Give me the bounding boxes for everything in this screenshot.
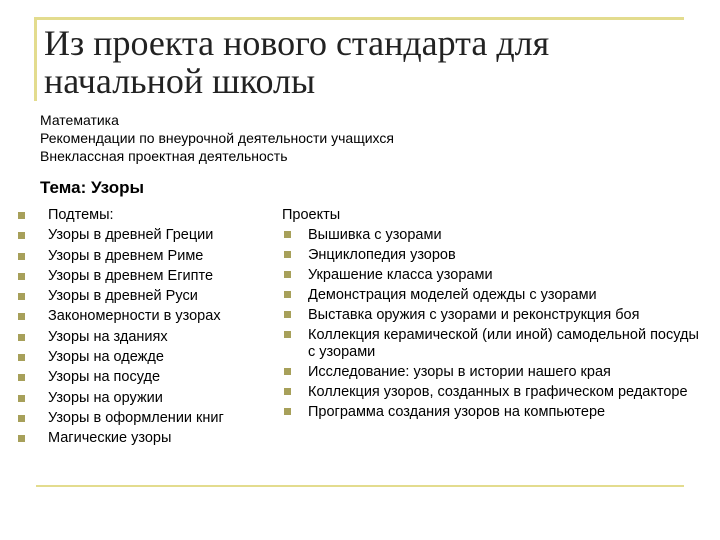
list-item-text: Подтемы:	[48, 207, 114, 223]
list-item	[282, 285, 700, 305]
list-item-text: Демонстрация моделей одежды с узорами	[308, 286, 597, 303]
square-bullet-icon	[284, 311, 291, 318]
square-bullet-icon	[284, 251, 291, 258]
list-item	[282, 265, 700, 285]
square-bullet-icon	[284, 331, 291, 338]
square-bullet-icon	[18, 232, 25, 239]
list-item-text: Программа создания узоров на компьютере	[308, 403, 606, 420]
square-bullet-icon	[18, 354, 25, 361]
list-item-text: Исследование: узоры в истории нашего края	[308, 363, 611, 380]
projects-list	[282, 225, 700, 422]
list-item	[282, 402, 700, 422]
square-bullet-icon	[18, 334, 25, 341]
left-rule	[34, 17, 37, 101]
list-item	[282, 305, 700, 325]
list-item-text: Энциклопедия узоров	[308, 246, 456, 263]
bottom-rule	[36, 485, 684, 487]
list-item-text: Узоры в оформлении книг	[48, 409, 224, 426]
list-item-text: Узоры в древней Греции	[48, 227, 214, 244]
list-item-text: Закономерности в узорах	[48, 308, 221, 325]
list-item-text: Вышивка с узорами	[308, 226, 442, 243]
topic-heading: Тема: Узоры	[40, 178, 145, 197]
list-item-text: Узоры в древнем Риме	[48, 247, 204, 264]
list-item-text: Узоры в древнем Египте	[48, 267, 214, 284]
square-bullet-icon	[18, 313, 25, 320]
info-line-recommendations: Рекомендации по внеурочной деятельности учащихся	[40, 130, 394, 146]
list-item	[282, 225, 700, 245]
list-item-text: Узоры на посуде	[48, 369, 161, 386]
list-item-text: Коллекция керамической (или иной) самодельной посуды с узорами	[308, 326, 699, 360]
list-item-text: Магические узоры	[48, 430, 172, 447]
slide-title	[44, 24, 684, 100]
top-rule	[36, 17, 684, 20]
list-item-text: Выставка оружия с узорами и реконструкция боя	[308, 306, 640, 323]
square-bullet-icon	[284, 271, 291, 278]
list-item-text: Узоры на зданиях	[48, 328, 168, 345]
square-bullet-icon	[284, 388, 291, 395]
title-line-1: Из проекта нового стандарта для	[44, 23, 550, 63]
list-item-text: Узоры на оружии	[48, 389, 163, 406]
list-item	[282, 362, 700, 382]
square-bullet-icon	[18, 212, 25, 219]
info-line-subject: Математика	[40, 112, 119, 128]
square-bullet-icon	[284, 368, 291, 375]
list-item-text: Узоры в древней Руси	[48, 288, 198, 305]
square-bullet-icon	[18, 374, 25, 381]
list-item-text: Украшение класса узорами	[308, 266, 493, 283]
list-item	[282, 325, 700, 362]
square-bullet-icon	[18, 415, 25, 422]
list-item-text: Коллекция узоров, созданных в графическом редакторе	[308, 383, 688, 400]
projects-heading: Проекты	[282, 207, 341, 223]
title-line-2: начальной школы	[44, 61, 316, 101]
square-bullet-icon	[18, 395, 25, 402]
square-bullet-icon	[18, 435, 25, 442]
list-item	[282, 382, 700, 402]
square-bullet-icon	[284, 231, 291, 238]
list-item	[282, 245, 700, 265]
square-bullet-icon	[284, 408, 291, 415]
square-bullet-icon	[284, 291, 291, 298]
square-bullet-icon	[18, 273, 25, 280]
info-block	[40, 111, 394, 165]
square-bullet-icon	[18, 293, 25, 300]
list-item-text: Узоры на одежде	[48, 349, 164, 366]
info-line-activity: Внеклассная проектная деятельность	[40, 148, 288, 164]
square-bullet-icon	[18, 253, 25, 260]
